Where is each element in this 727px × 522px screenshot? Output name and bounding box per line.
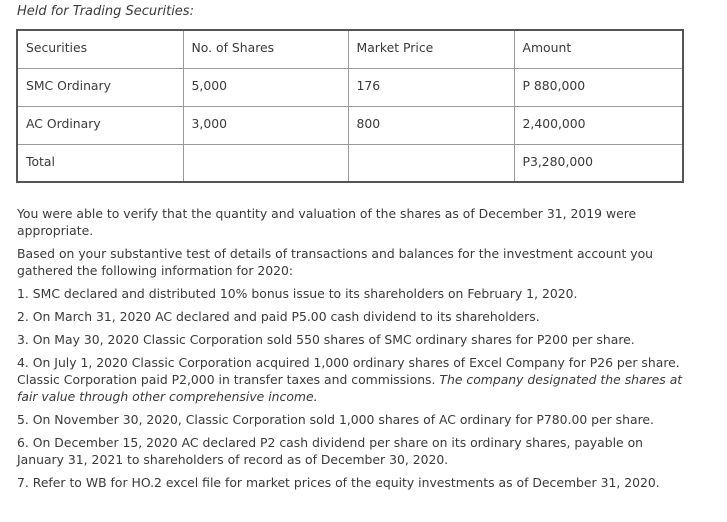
cell-security: AC Ordinary	[17, 106, 183, 144]
header-no-of-shares: No. of Shares	[183, 30, 348, 68]
table-total-row	[17, 144, 683, 182]
intro-paragraph: You were able to verify that the quantity and valuation of the shares as of December 31, 2019 were appropriate.	[17, 206, 637, 238]
cell-price	[348, 144, 514, 182]
header-securities: Securities	[17, 30, 183, 68]
based-on-paragraph: Based on your substantive test of details of transactions and balances for the investment account you gathered the following information for 2020:	[17, 246, 654, 278]
cell-price: 176	[348, 68, 514, 106]
cell-security: SMC Ordinary	[17, 68, 183, 106]
cell-shares: 3,000	[183, 106, 348, 144]
list-item: 7. Refer to WB for HO.2 excel file for market prices of the equity investments as of December 31, 2020.	[17, 475, 660, 490]
table-header-row	[17, 30, 683, 68]
list-item-italic-note: The company designated the shares at fair value through other comprehensive income.	[17, 372, 683, 404]
problem-text	[17, 205, 689, 497]
list-item: 2. On March 31, 2020 AC declared and paid P5.00 cash dividend to its shareholders.	[17, 309, 540, 324]
list-item: 5. On November 30, 2020, Classic Corporation sold 1,000 shares of AC ordinary for P780.00 per share.	[17, 412, 654, 427]
list-item-text: 4. On July 1, 2020 Classic Corporation acquired 1,000 ordinary shares of Excel Company for P26 per share. Classic Corporation paid P2,000 in transfer taxes and commissions.	[17, 355, 680, 387]
securities-table	[16, 29, 684, 183]
cell-shares: 5,000	[183, 68, 348, 106]
cell-amount: P 880,000	[514, 68, 683, 106]
cell-total-amount: P3,280,000	[514, 144, 683, 182]
cell-total-label: Total	[17, 144, 183, 182]
list-item: 6. On December 15, 2020 AC declared P2 cash dividend per share on its ordinary shares, payable on January 31, 2021 to shareholders of record as of December 30, 2020.	[17, 435, 644, 467]
list-item: 3. On May 30, 2020 Classic Corporation sold 550 shares of SMC ordinary shares for P200 per share.	[17, 332, 635, 347]
cell-shares	[183, 144, 348, 182]
header-market-price: Market Price	[348, 30, 514, 68]
header-amount: Amount	[514, 30, 683, 68]
cell-price: 800	[348, 106, 514, 144]
table-row	[17, 106, 683, 144]
cell-amount: 2,400,000	[514, 106, 683, 144]
table-row	[17, 68, 683, 106]
list-item: 1. SMC declared and distributed 10% bonus issue to its shareholders on February 1, 2020.	[17, 286, 578, 301]
section-heading: Held for Trading Securities:	[17, 4, 194, 19]
list-item	[17, 354, 689, 405]
